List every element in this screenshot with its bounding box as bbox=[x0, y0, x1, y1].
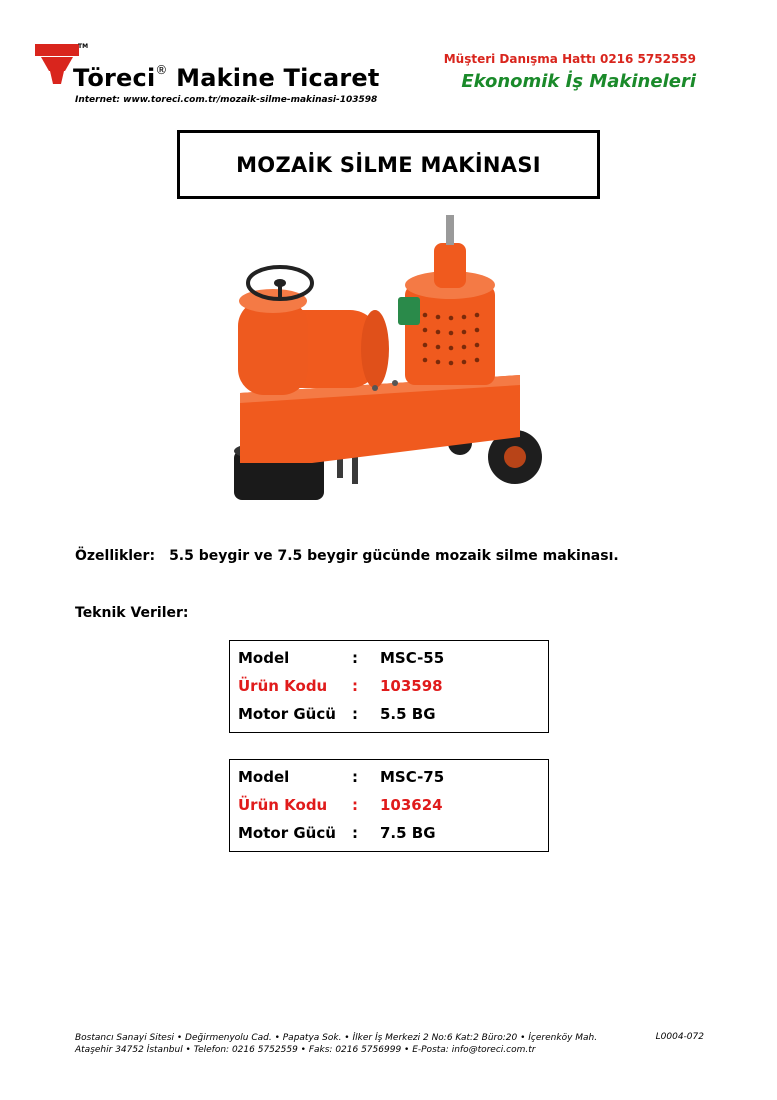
footer-line-1: Bostancı Sanayi Sitesi • Değirmenyolu Cad. • Papatya Sok. • İlker İş Merkezi 2 No:6 Kat:2 Büro:20 • İçerenköy Mah. bbox=[75, 1033, 598, 1043]
spec-key: Motor Gücü bbox=[238, 705, 336, 723]
spec-row-motor-power bbox=[230, 819, 548, 847]
page-title: MOZAİK SİLME MAKİNASI bbox=[236, 152, 541, 177]
spec-value: 5.5 BG bbox=[380, 705, 436, 723]
document-number: L0004-072 bbox=[655, 1032, 704, 1042]
page-title-box bbox=[177, 130, 600, 199]
spec-key: Model bbox=[238, 768, 290, 786]
spec-row-product-code bbox=[230, 791, 548, 819]
brand-name: Töreci bbox=[73, 64, 156, 92]
spec-row-model bbox=[230, 763, 548, 791]
brand-rest: Makine Ticaret bbox=[167, 64, 380, 92]
registered-mark: ® bbox=[155, 63, 168, 77]
spec-sep: : bbox=[352, 705, 358, 723]
spec-value: 103598 bbox=[380, 677, 443, 695]
company-name bbox=[73, 64, 380, 92]
spec-value: MSC-55 bbox=[380, 649, 445, 667]
spec-sep: : bbox=[352, 649, 358, 667]
features-text: 5.5 beygir ve 7.5 beygir gücünde mozaik silme makinası. bbox=[169, 548, 619, 564]
spec-value: 7.5 BG bbox=[380, 824, 436, 842]
spec-sep: : bbox=[352, 796, 358, 814]
mosaic-grinding-machine-image bbox=[220, 205, 550, 510]
spec-key: Motor Gücü bbox=[238, 824, 336, 842]
spec-key: Ürün Kodu bbox=[238, 677, 328, 695]
spec-sep: : bbox=[352, 824, 358, 842]
features-label: Özellikler: bbox=[75, 548, 156, 564]
technical-data-heading: Teknik Veriler: bbox=[75, 605, 189, 621]
spec-sep: : bbox=[352, 677, 358, 695]
spec-sep: : bbox=[352, 768, 358, 786]
footer-address bbox=[75, 1032, 597, 1056]
trademark-mark: TM bbox=[78, 43, 89, 50]
spec-key: Ürün Kodu bbox=[238, 796, 328, 814]
features-line bbox=[75, 548, 619, 564]
company-slogan: Ekonomik İş Makineleri bbox=[461, 71, 696, 92]
spec-row-model bbox=[230, 644, 548, 672]
spec-row-product-code bbox=[230, 672, 548, 700]
website-link[interactable]: Internet: www.toreci.com.tr/mozaik-silme-makinasi-103598 bbox=[75, 95, 378, 105]
spec-row-motor-power bbox=[230, 700, 548, 728]
spec-value: 103624 bbox=[380, 796, 443, 814]
spec-value: MSC-75 bbox=[380, 768, 445, 786]
customer-hotline: Müşteri Danışma Hattı 0216 5752559 bbox=[443, 52, 696, 66]
footer-line-2: Ataşehir 34752 İstanbul • Telefon: 0216 5752559 • Faks: 0216 5756999 • E-Posta: info@toreci.com.tr bbox=[75, 1045, 536, 1055]
spec-key: Model bbox=[238, 649, 290, 667]
spec-table-msc-75 bbox=[229, 759, 549, 852]
spec-table-msc-55 bbox=[229, 640, 549, 733]
